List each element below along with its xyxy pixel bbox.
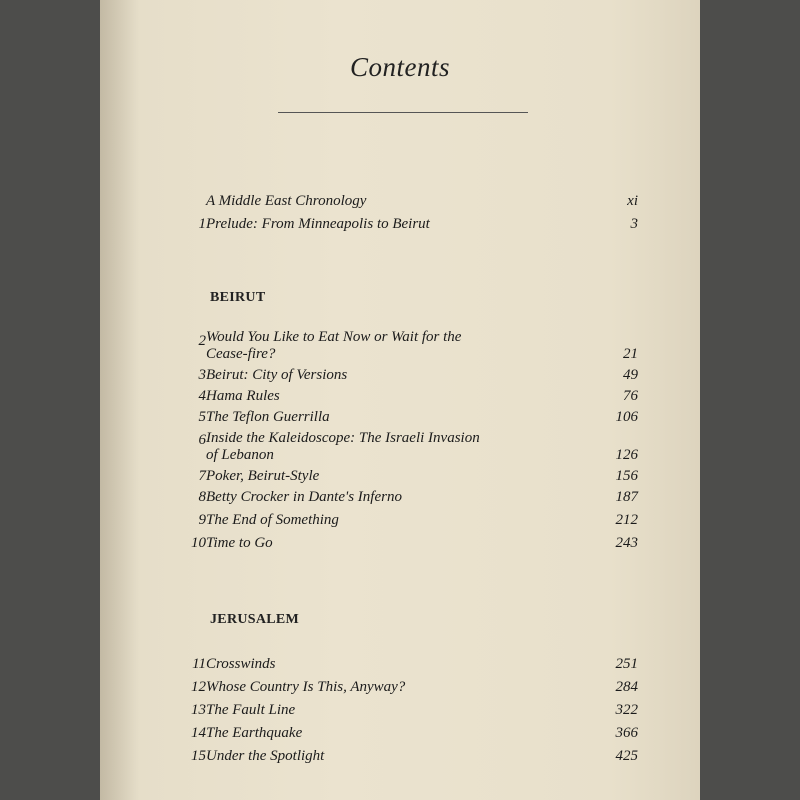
page-number: 425 <box>615 748 638 764</box>
chapter-number: 1 <box>198 216 206 232</box>
chapter-number: 13 <box>191 702 206 718</box>
chapter-title: The Teflon Guerrilla <box>206 409 330 425</box>
page-number: 243 <box>615 535 638 551</box>
chapter-title: Time to Go <box>206 535 273 551</box>
chapter-number: 12 <box>191 679 206 695</box>
chapter-title: Betty Crocker in Dante's Inferno <box>206 489 402 505</box>
chapter-title-line2: of Lebanon <box>206 447 274 463</box>
chapter-number: 6 <box>198 432 206 448</box>
page-number: 21 <box>623 346 638 362</box>
page-number: 366 <box>615 725 638 741</box>
chapter-title-line1: Would You Like to Eat Now or Wait for the <box>206 329 462 345</box>
chapter-title: Beirut: City of Versions <box>206 367 348 383</box>
chapter-title: Poker, Beirut-Style <box>206 468 320 484</box>
page-number: 284 <box>615 679 638 695</box>
page-number: 76 <box>623 388 638 404</box>
page-number: 187 <box>615 489 638 505</box>
chapter-number: 15 <box>191 748 206 764</box>
chapter-title: A Middle East Chronology <box>206 193 367 209</box>
page-number: 126 <box>615 447 638 463</box>
chapter-title: The End of Something <box>206 512 339 528</box>
chapter-number: 5 <box>198 409 206 425</box>
chapter-title: Crosswinds <box>206 656 276 672</box>
chapter-number: 10 <box>191 535 206 551</box>
chapter-title: Under the Spotlight <box>206 748 325 764</box>
chapter-title-line2: Cease-fire? <box>206 346 276 362</box>
page-number: 106 <box>615 409 638 425</box>
chapter-title: The Earthquake <box>206 725 303 741</box>
chapter-number: 2 <box>198 333 206 349</box>
chapter-number: 3 <box>198 367 206 383</box>
section-heading-jerusalem: JERUSALEM <box>210 612 300 627</box>
page-number: xi <box>627 193 638 209</box>
page-title: Contents <box>349 52 450 82</box>
page-number: 251 <box>615 656 638 672</box>
chapter-number: 11 <box>192 656 206 672</box>
page-number: 3 <box>630 216 638 232</box>
page-gutter-shadow <box>100 0 140 800</box>
chapter-title: Hama Rules <box>206 388 280 404</box>
page-number: 322 <box>615 702 638 718</box>
chapter-number: 7 <box>198 468 206 484</box>
chapter-number: 9 <box>198 512 206 528</box>
chapter-number: 14 <box>191 725 206 741</box>
chapter-title: Prelude: From Minneapolis to Beirut <box>206 216 430 232</box>
section-heading-beirut: BEIRUT <box>210 290 266 305</box>
book-page <box>100 0 700 800</box>
chapter-number: 8 <box>198 489 206 505</box>
chapter-title-line1: Inside the Kaleidoscope: The Israeli Invasion <box>206 430 480 446</box>
chapter-number: 4 <box>198 388 206 404</box>
page-number: 49 <box>623 367 638 383</box>
title-divider <box>278 112 528 113</box>
chapter-title: The Fault Line <box>206 702 296 718</box>
chapter-title: Whose Country Is This, Anyway? <box>206 679 406 695</box>
page-number: 212 <box>615 512 638 528</box>
page-number: 156 <box>615 468 638 484</box>
